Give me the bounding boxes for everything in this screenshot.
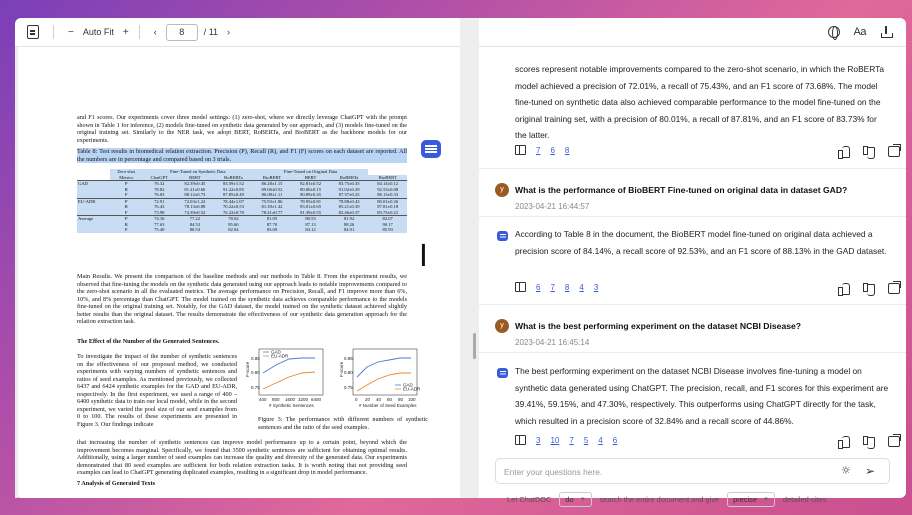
share-icon[interactable] xyxy=(888,436,900,447)
table-value-cell: 72.91 xyxy=(143,198,176,204)
table-row xyxy=(77,227,407,233)
zoom-in-button[interactable]: + xyxy=(122,26,129,38)
table-value-cell: 76.43 xyxy=(143,204,176,210)
fig-right-xtick: 40 xyxy=(376,397,382,402)
citation-link[interactable]: 8 xyxy=(564,282,570,292)
document-outline-icon[interactable] xyxy=(27,25,39,39)
fig-left-euadr-line xyxy=(263,372,315,389)
answer-feedback xyxy=(838,146,900,157)
send-icon[interactable]: ➢ xyxy=(865,464,876,478)
chatdoc-window xyxy=(15,18,906,504)
column-header: BioBERT xyxy=(253,175,292,181)
table-value-cell: 78.88±0.43 xyxy=(330,198,369,204)
chat-panel xyxy=(479,47,906,504)
fig-left-xtick: 400 xyxy=(259,397,267,402)
pdf-left-gutter xyxy=(15,47,18,498)
citation-link[interactable]: 10 xyxy=(550,435,560,445)
table-metric-cell: R xyxy=(110,187,143,193)
table-value-cell: 81.39±1.42 xyxy=(253,204,292,210)
table-value-cell: 73.98 xyxy=(143,210,176,216)
message-separator xyxy=(479,216,906,217)
fig-right-legend-euadr: EU-ADR xyxy=(403,386,421,392)
table-value-cell: 91.02±0.29 xyxy=(330,187,369,193)
fig-right-gad-line xyxy=(357,358,411,377)
table-value-cell: 76.32 xyxy=(143,181,176,187)
citation-book-icon xyxy=(515,282,526,292)
table-value-cell: 82.04 xyxy=(214,227,253,233)
mode-suffix-label: detailed cites. xyxy=(782,495,829,504)
table-value-cell: 83.73±0.21 xyxy=(368,210,407,216)
chevron-down-icon: ▼ xyxy=(762,496,769,503)
fig-left-gad-line xyxy=(263,358,315,373)
pdf-figure-3[interactable] xyxy=(245,347,425,411)
pdf-effect-paragraph: To investigate the impact of the number of synthetic sentences on the effectiveness of our proposed method, we conducted experiments with varying numbers of synthetic sentences and ratios of seed examples. As mentioned previously, we collected 6437 and 6424 synthetic examples for the GAD and EU-ADR, respectively. In the first experiment, we used a range of 400 – 6400 synthetic data to train our local model, while in the second experiment, we varied the pool size of our seed examples from 0 to 100. The results of these experiments are presented in Figure 3. Our findings indicate xyxy=(77,353,237,428)
mode-middle-label: search the entire document and give xyxy=(599,495,720,504)
table-value-cell: 81.05 xyxy=(253,216,292,222)
table-metric-cell: P xyxy=(110,198,143,204)
table-value-cell: 85.60 xyxy=(214,222,253,228)
table-value-cell: 84.12 xyxy=(291,227,330,233)
table-value-cell: 85.93 xyxy=(368,227,407,233)
fig-left-xlabel: # Synthetic Sentences xyxy=(269,403,314,408)
user-question: What is the best performing experiment on the dataset NCBI Disease? xyxy=(515,321,802,331)
table-value-cell: 88.26 xyxy=(330,222,369,228)
table-value-cell: 78.41±0.77 xyxy=(253,210,292,216)
column-header: BioBERT xyxy=(368,175,407,181)
table-value-cell: 80.89±0.45 xyxy=(291,192,330,198)
table-metric-cell: P xyxy=(110,181,143,187)
column-header: RoBERTa xyxy=(330,175,369,181)
chat-answer-text: According to Table 8 in the document, the BioBERT model fine-tuned on original data achieved a precision score of 84.14%, a recall score of 92.53%, and an F1 score of 88.13% in the GAD dataset. xyxy=(515,229,887,256)
fig-left-xtick: 1600 xyxy=(285,397,296,402)
table-value-cell: 75.40 xyxy=(143,227,176,233)
fig-left-legend-gad: GAD xyxy=(271,349,281,355)
fig-left-ytick: 0.75 xyxy=(251,385,260,390)
column-header: Metrics xyxy=(110,175,143,181)
answer-feedback xyxy=(838,436,900,447)
table-value-cell: 77.63 xyxy=(143,222,176,228)
table-value-cell: 91.22±0.85 xyxy=(214,187,253,193)
citation-link[interactable]: 7 xyxy=(536,145,541,155)
column-header: BERT xyxy=(176,175,215,181)
table-value-cell: 82.81±0.52 xyxy=(291,181,330,187)
fig-left-xtick: 6400 xyxy=(311,397,322,402)
table-value-cell: 80.00±0.15 xyxy=(291,187,330,193)
citation-book-icon xyxy=(515,145,526,155)
page-number-input[interactable]: 8 xyxy=(166,24,198,41)
table-value-cell: 78.44±1.07 xyxy=(214,198,253,204)
table-value-cell: 82.07 xyxy=(368,216,407,222)
message-separator xyxy=(479,168,906,169)
citation-link[interactable]: 6 xyxy=(536,282,541,292)
question-timestamp: 2023-04-21 16:44:57 xyxy=(515,202,590,211)
fig-right-xtick: 20 xyxy=(365,397,371,402)
column-header: RoBERTa xyxy=(214,175,253,181)
pane-divider[interactable] xyxy=(460,18,479,498)
table-value-cell: 76.22±0.70 xyxy=(214,210,253,216)
fig-left-ytick: 0.85 xyxy=(251,356,260,361)
fig-right-ytick: 0.80 xyxy=(344,370,353,375)
pane-resize-handle[interactable] xyxy=(473,333,476,359)
mode-prefix-label: Let ChatDOC xyxy=(507,495,552,504)
table-value-cell: 83.75±0.35 xyxy=(330,181,369,187)
fig-right-xtick: 80 xyxy=(398,397,404,402)
chat-answer-text: The best performing experiment on the dataset NCBI Disease involves fine-tuning a model on synthetic data generated using ChatGPT. The precision, recall, and F1 scores for this experiment are 39.41%, 59.15%, and 47.30%, respectively. This outperforms using ChatGPT directly for the task, which resulted in a precision score of 32.84% and a recall score of 44.86%. xyxy=(515,366,889,426)
table-value-cell: 84.53 xyxy=(176,222,215,228)
language-globe-icon[interactable] xyxy=(828,26,840,38)
citation-link[interactable]: 6 xyxy=(550,145,555,155)
user-avatar: y xyxy=(495,183,509,197)
thumbs-down-icon[interactable] xyxy=(863,436,875,447)
table-dataset-cell xyxy=(77,227,110,233)
detail-select-value: precise xyxy=(733,495,757,504)
table-value-cell: 87.13 xyxy=(291,222,330,228)
pdf-effect-heading: The Effect of the Number of the Generated Sentences. xyxy=(77,338,220,345)
table-metric-cell: R xyxy=(110,204,143,210)
table-value-cell: 83.01±0.65 xyxy=(291,204,330,210)
pdf-figure-caption: Figure 3: The performance with different numbers of synthetic sentences and the ratio of the seed examples. xyxy=(258,416,428,431)
table-value-cell: 85.21±0.39 xyxy=(330,204,369,210)
table-value-cell: 90.17 xyxy=(368,222,407,228)
table-value-cell: 87.81±0.18 xyxy=(368,204,407,210)
table-value-cell: 86.08±1.11 xyxy=(253,192,292,198)
table-value-cell: 92.53±0.08 xyxy=(368,187,407,193)
fig-right-ytick: 0.75 xyxy=(344,385,353,390)
citation-link[interactable]: 3 xyxy=(536,435,541,445)
mode-select-value: do xyxy=(565,495,574,504)
fig-right-ytick: 0.85 xyxy=(344,356,353,361)
table-value-cell: 87.85±0.49 xyxy=(214,192,253,198)
share-icon[interactable] xyxy=(888,146,900,157)
column-header: ChatGPT xyxy=(143,175,176,181)
answer-mode-bar xyxy=(507,492,828,507)
table-metric-cell: F xyxy=(110,210,143,216)
text-cursor-icon: I xyxy=(419,239,428,274)
citation-link[interactable]: 3 xyxy=(593,282,599,292)
fig-left-xtick: 800 xyxy=(272,397,280,402)
mode-select[interactable] xyxy=(559,492,591,507)
group-header-synthetic: Fine-Tuned on Synthetic Data xyxy=(143,169,253,175)
table-value-cell: 76.83 xyxy=(143,192,176,198)
table-value-cell: 74.16 xyxy=(143,216,176,222)
fig-left-xtick: 3200 xyxy=(298,397,309,402)
table-row xyxy=(77,192,407,198)
table-row xyxy=(77,210,407,216)
table-value-cell: 89.06±0.52 xyxy=(253,187,292,193)
thumbs-down-icon[interactable] xyxy=(863,146,875,157)
thumbs-up-icon[interactable] xyxy=(838,146,850,157)
group-header-original: Fine-Tuned on Original Data xyxy=(253,169,369,175)
answer-citations xyxy=(515,145,569,155)
table-value-cell: 78.82 xyxy=(143,187,176,193)
table-value-cell: 84.14±0.12 xyxy=(368,181,407,187)
pdf-main-results-paragraph: Main Results. We present the comparison of the baseline methods and our methods in Table 8. From the experiment results, we observed that fine-tuning the models on the synthetic data generated using our approach leads to notable improvements compared to the zero-shot scenario in all the evaluated metrics. The average performance on Precision, Recall, and F1 improve more than 6%, 10%, and 8% percentage than ChatGPT. The model trained on the synthetic data achieves comparable performance to the models fine-tuned on the original training set. Notably, for the GAD dataset, the model trained on the synthetic dataset achieved slightly better results than the original dataset. The results demonstrate the effectiveness of our synthetic data generation approach for the relation extraction task. xyxy=(77,273,407,325)
detail-select[interactable] xyxy=(727,492,775,507)
citation-link[interactable]: 7 xyxy=(550,282,555,292)
table-value-cell: 87.37±0.25 xyxy=(330,192,369,198)
lightbulb-icon[interactable]: ☼ xyxy=(841,464,851,477)
fig-left-legend-euadr: EU-ADR xyxy=(271,353,289,359)
fig-right-ylabel: F-score xyxy=(339,361,344,377)
citation-link[interactable]: 7 xyxy=(569,435,574,445)
citation-link[interactable]: 6 xyxy=(612,435,618,445)
table-value-cell: 78.13±0.88 xyxy=(176,204,215,210)
table-value-cell: 81.21±0.60 xyxy=(176,187,215,193)
question-input-box xyxy=(495,458,890,484)
thumbs-up-icon[interactable] xyxy=(838,436,850,447)
fig-right-legend-gad: GAD xyxy=(403,382,413,388)
citation-link[interactable]: 4 xyxy=(579,282,584,292)
table-value-cell: 88.13±0.33 xyxy=(368,192,407,198)
zoom-select[interactable]: Auto Fit xyxy=(82,27,114,37)
table-value-cell: 83.09 xyxy=(253,227,292,233)
fig-right-xtick: 100 xyxy=(408,397,416,402)
figure-left-panel xyxy=(245,349,323,408)
group-header-zero-shot: Zero-shot xyxy=(110,169,143,175)
table-value-cell: 75.93±1.86 xyxy=(253,198,292,204)
fig-left-ytick: 0.80 xyxy=(251,370,260,375)
user-question: What is the performance of BioBERT Fine-tuned on original data in dataset GAD? xyxy=(515,185,848,195)
table-value-cell: 74.39±0.52 xyxy=(176,210,215,216)
fig-right-xlabel: # Number of Seed Examples xyxy=(359,403,417,408)
question-timestamp: 2023-04-21 16:45:14 xyxy=(515,338,590,347)
pdf-toolbar xyxy=(15,18,460,47)
table-value-cell: 81.39±0.55 xyxy=(291,210,330,216)
table-value-cell: 86.28±1.15 xyxy=(253,181,292,187)
pdf-page xyxy=(23,47,460,498)
zoom-out-button[interactable]: − xyxy=(68,26,74,38)
table-value-cell: 81.92 xyxy=(330,216,369,222)
toolbar-divider xyxy=(53,25,54,39)
pdf-results-table[interactable] xyxy=(77,169,407,233)
answer-citations xyxy=(515,435,617,445)
table-value-cell: 77.22 xyxy=(176,216,215,222)
answer-feedback xyxy=(838,283,900,294)
ask-chat-bubble-icon[interactable] xyxy=(421,140,441,158)
chevron-down-icon: ▼ xyxy=(579,496,586,503)
table-value-cell: 80.53 xyxy=(291,216,330,222)
table-row xyxy=(77,204,407,210)
citation-link[interactable]: 8 xyxy=(564,145,570,155)
fig-left-ylabel: F-score xyxy=(245,361,250,377)
citation-book-icon xyxy=(515,435,526,445)
thumbs-up-icon[interactable] xyxy=(838,283,850,294)
font-size-button[interactable]: Aa xyxy=(853,26,866,38)
table-metric-cell: F xyxy=(110,227,143,233)
table-metric-cell: P xyxy=(110,216,143,222)
table-dataset-cell: GAD xyxy=(77,181,110,187)
table-value-cell: 80.01±0.26 xyxy=(368,198,407,204)
table-value-cell: 72.03±1.22 xyxy=(176,198,215,204)
table-value-cell: 82.39±0.45 xyxy=(176,181,215,187)
thumbs-down-icon[interactable] xyxy=(863,283,875,294)
figure-right-panel xyxy=(339,349,421,408)
question-input[interactable] xyxy=(504,464,824,479)
download-icon[interactable] xyxy=(880,26,892,38)
table-value-cell: 88.12±0.73 xyxy=(176,192,215,198)
table-dataset-cell: EU-ADR xyxy=(77,198,110,204)
next-page-button[interactable]: › xyxy=(227,27,231,37)
citation-link[interactable]: 5 xyxy=(583,435,589,445)
column-header: BERT xyxy=(291,175,330,181)
table-value-cell: 80.53 xyxy=(176,227,215,233)
table-value-cell: 87.70 xyxy=(253,222,292,228)
chat-answer-text: scores represent notable improvements compared to the zero-shot scenario, in which the RoBERTa model achieved a precision of 72.01%, a recall of 75.43%, and an F1 score of 73.68%. The model fine-tuned on synthetic data also achieved comparable performance to the model fine-tuned on the original training set, with a precision of 80.01%, a recall of 87.81%, and an F1 score of 83.73% for the latter. xyxy=(515,64,884,140)
table-metric-cell: F xyxy=(110,192,143,198)
chatdoc-bot-icon xyxy=(497,368,508,378)
table-value-cell: 70.22±0.53 xyxy=(214,204,253,210)
message-separator xyxy=(479,304,906,305)
toolbar-divider xyxy=(139,25,140,39)
table-row xyxy=(77,181,407,187)
table-value-cell: 78.02 xyxy=(214,216,253,222)
answer-citations xyxy=(515,282,598,292)
table-value-cell: 78.95±0.81 xyxy=(291,198,330,204)
chatdoc-bot-icon xyxy=(497,231,508,241)
pdf-table-caption[interactable]: Table 8: Test results in biomedical relation extraction. Precision (P), Recall (R), and F1 (F) scores on each dataset are reported. All the numbers are in percentage and compared based on 3 trials. xyxy=(77,148,407,163)
fig-right-xtick: 0 xyxy=(355,397,358,402)
pdf-continuation-paragraph: that increasing the number of synthetic sentences can improve model performance up to a certain point, beyond which the improvement becomes marginal. Specifically, we found that 3500 synthetic sentences are sufficient for obtaining optimal results. Additionally, using a larger number of seed examples can increase the quality and diversity of the generated data. Our experiments demonstrated that 80 seed examples are sufficient for both relation extraction tasks. It is worth noting that not providing seed examples can lead to ChatGPT generating duplicated examples, resulting in a significant drop in model performance. xyxy=(77,439,407,476)
prev-page-button[interactable]: ‹ xyxy=(153,27,157,37)
chat-toolbar xyxy=(461,18,906,47)
message-separator xyxy=(479,352,906,353)
table-value-cell: 83.59±1.52 xyxy=(214,181,253,187)
page-total-label: / 11 xyxy=(203,27,219,37)
pdf-intro-paragraph: and F1 scores. Our experiments cover three model settings: (1) zero-shot, where we directly leverage ChatGPT with the prompt shown in Table 1 for inference, (2) models fine-tuned on synthetic data generated by our approach, and (3) models fine-tuned on the original training set. Similarly to the NER task, we adopt BERT, RoBERTa, and BioBERT as the backbone models for our experiments. xyxy=(77,114,407,144)
pdf-section-heading: 7 Analysis of Generated Texts xyxy=(77,480,156,487)
user-avatar: y xyxy=(495,319,509,333)
table-dataset-cell: Average xyxy=(77,216,110,222)
citation-link[interactable]: 4 xyxy=(598,435,603,445)
fig-right-xtick: 60 xyxy=(387,397,393,402)
share-icon[interactable] xyxy=(888,283,900,294)
table-metric-cell: R xyxy=(110,222,143,228)
table-value-cell: 82.46±0.37 xyxy=(330,210,369,216)
table-value-cell: 84.91 xyxy=(330,227,369,233)
